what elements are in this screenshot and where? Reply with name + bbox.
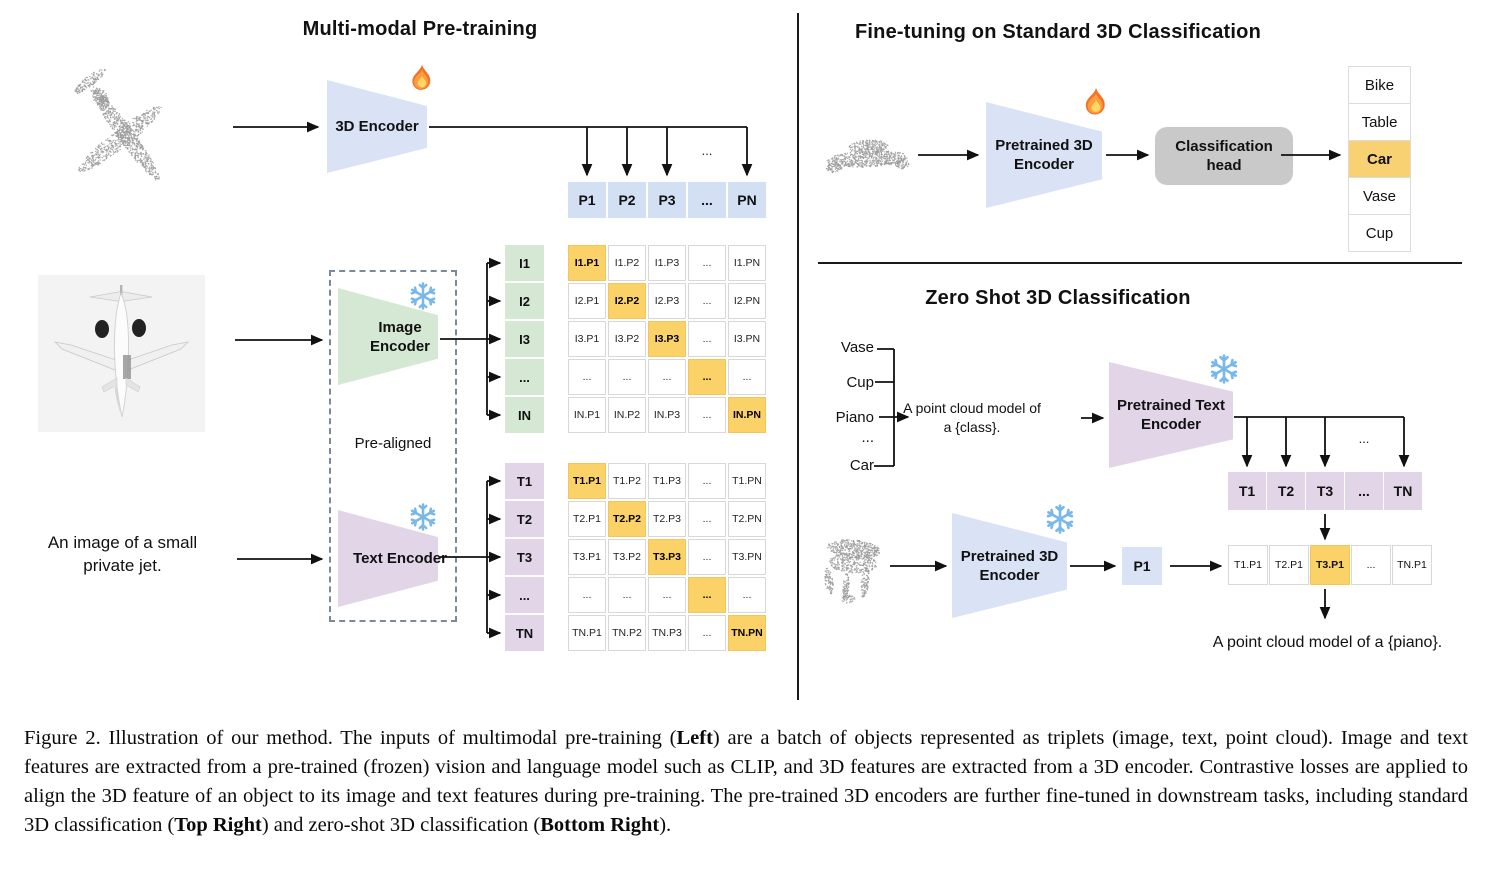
- snowflake-icon: [1044, 503, 1076, 535]
- t-cell: T1: [505, 463, 544, 499]
- sim-cell: T1.P1: [1228, 545, 1268, 585]
- matrix-cell: I3.PN: [728, 321, 766, 357]
- fire-icon: [1078, 85, 1114, 121]
- pre-aligned-label: Pre-aligned: [354, 435, 432, 452]
- class-name: Cup: [846, 374, 874, 391]
- i-cell: I1: [505, 245, 544, 281]
- result-text: A point cloud model of a {piano}.: [1212, 634, 1443, 651]
- t-cell: ...: [1345, 472, 1383, 510]
- p-cell: PN: [728, 182, 766, 218]
- matrix-cell: I2.PN: [728, 283, 766, 319]
- matrix-cell: IN.P1: [568, 397, 606, 433]
- caption-bold-bottom-right: Bottom Right: [540, 814, 660, 836]
- matrix-cell: I1.P3: [648, 245, 686, 281]
- zs-pretrained-3d-encoder-label: Pretrained 3D Encoder: [960, 547, 1059, 584]
- matrix-cell: TN.P2: [608, 615, 646, 651]
- airplane-point-cloud: [60, 55, 190, 215]
- p1-embedding-box: P1: [1122, 547, 1162, 585]
- input-caption-line2: private jet.: [83, 556, 162, 575]
- text-point-similarity-matrix: [568, 463, 766, 651]
- class-name: Vase: [840, 339, 874, 356]
- matrix-cell: T2.P3: [648, 501, 686, 537]
- ellipsis-label: ...: [701, 143, 713, 158]
- class-item: Cup: [1348, 214, 1411, 252]
- matrix-cell: T2.PN: [728, 501, 766, 537]
- p-cell: P3: [648, 182, 686, 218]
- matrix-cell: I2.P1: [568, 283, 606, 319]
- matrix-cell: T3.P2: [608, 539, 646, 575]
- matrix-cell: TN.P3: [648, 615, 686, 651]
- matrix-cell: T3.PN: [728, 539, 766, 575]
- class-item: Table: [1348, 103, 1411, 141]
- airplane-image: [38, 275, 205, 432]
- t-cell: TN: [1384, 472, 1422, 510]
- ellipsis-label: ...: [1358, 431, 1370, 446]
- matrix-cell: I1.P2: [608, 245, 646, 281]
- matrix-cell: I3.P2: [608, 321, 646, 357]
- snowflake-icon: [1208, 353, 1240, 385]
- t-cell: T1: [1228, 472, 1266, 510]
- matrix-cell: ...: [688, 283, 726, 319]
- i-cell: I2: [505, 283, 544, 319]
- image-feature-column: [505, 245, 544, 433]
- t-cell: T3: [1306, 472, 1344, 510]
- pretrained-3d-encoder-label: Pretrained 3D Encoder: [995, 137, 1093, 173]
- prompt-line2: a {class}.: [943, 419, 1001, 435]
- vertical-divider: [797, 13, 799, 700]
- matrix-cell: IN.P2: [608, 397, 646, 433]
- caption-bold-top-right: Top Right: [174, 814, 262, 836]
- t-cell: T2: [1267, 472, 1305, 510]
- matrix-cell: I1.P1: [568, 245, 606, 281]
- caption-text: ) and zero-shot 3D classification (: [261, 814, 541, 836]
- class-prediction-list: [1348, 67, 1411, 252]
- matrix-cell: I2.P2: [608, 283, 646, 319]
- class-item: Bike: [1348, 66, 1411, 104]
- pretrained-text-encoder-label: Pretrained Text Encoder: [1116, 397, 1226, 433]
- matrix-cell: TN.P1: [568, 615, 606, 651]
- matrix-cell: ...: [688, 321, 726, 357]
- matrix-cell: T3.P3: [648, 539, 686, 575]
- class-item-selected: Car: [1348, 140, 1411, 178]
- matrix-cell: ...: [608, 359, 646, 395]
- matrix-cell: T2.P2: [608, 501, 646, 537]
- 3d-encoder-label: 3D Encoder: [335, 118, 419, 135]
- left-panel-title: Multi-modal Pre-training: [302, 18, 538, 40]
- ellipsis-label: ...: [861, 429, 874, 446]
- fire-icon: [405, 62, 439, 96]
- matrix-cell: I2.P3: [648, 283, 686, 319]
- class-name: Car: [849, 457, 874, 474]
- i-cell: IN: [505, 397, 544, 433]
- matrix-cell: ...: [688, 245, 726, 281]
- matrix-cell: T3.P1: [568, 539, 606, 575]
- matrix-cell: ...: [688, 577, 726, 613]
- matrix-cell: ...: [688, 463, 726, 499]
- p-cell: P2: [608, 182, 646, 218]
- matrix-cell: T1.P3: [648, 463, 686, 499]
- snowflake-icon: [408, 281, 438, 311]
- text-embedding-row: [1228, 472, 1422, 510]
- matrix-cell: T1.P1: [568, 463, 606, 499]
- prompt-text: [893, 399, 1051, 437]
- matrix-cell: ...: [648, 359, 686, 395]
- horizontal-divider: [818, 262, 1462, 264]
- matrix-cell: ...: [568, 577, 606, 613]
- matrix-cell: T1.PN: [728, 463, 766, 499]
- image-point-similarity-matrix: [568, 245, 766, 433]
- matrix-cell: ...: [688, 359, 726, 395]
- t-cell: T2: [505, 501, 544, 537]
- sim-cell: ...: [1351, 545, 1391, 585]
- matrix-cell: ...: [608, 577, 646, 613]
- input-caption-text: [30, 531, 215, 577]
- caption-text: ) are a batch of objects represented as triplets (image, text, point cloud). Image and text features are extracted from a pre-trained (frozen) vision and language model such as CLIP, and 3D features are extracted from a 3D encoder. Contrastive losses are applied to align the 3D feature of an object to its image and text features during pre-training. The pre-trained 3D encoders are further fine-tuned in downstream tasks, including standard 3D classification (: [24, 727, 1468, 836]
- text-feature-column: [505, 463, 544, 651]
- car-point-cloud: [822, 128, 912, 180]
- zero-shot-title: Zero Shot 3D Classification: [925, 287, 1191, 309]
- matrix-cell: ...: [728, 359, 766, 395]
- matrix-cell: I3.P1: [568, 321, 606, 357]
- similarity-row: [1228, 545, 1432, 585]
- p-cell: P1: [568, 182, 606, 218]
- figure-caption: [24, 724, 1468, 840]
- matrix-cell: ...: [568, 359, 606, 395]
- text-encoder-label: Text Encoder: [353, 550, 447, 567]
- matrix-cell: T2.P1: [568, 501, 606, 537]
- matrix-cell: TN.PN: [728, 615, 766, 651]
- input-caption-line1: An image of a small: [47, 533, 198, 552]
- matrix-cell: T1.P2: [608, 463, 646, 499]
- p-feature-row: [568, 182, 766, 218]
- i-cell: ...: [505, 359, 544, 395]
- prompt-line1: A point cloud model of: [903, 400, 1041, 416]
- fine-tuning-title: Fine-tuning on Standard 3D Classification: [854, 21, 1261, 43]
- p-cell: ...: [688, 182, 726, 218]
- sim-cell: T2.P1: [1269, 545, 1309, 585]
- i-cell: I3: [505, 321, 544, 357]
- matrix-cell: ...: [688, 501, 726, 537]
- classification-head-box: Classification head: [1155, 127, 1293, 185]
- matrix-cell: ...: [728, 577, 766, 613]
- caption-bold-left: Left: [676, 727, 713, 749]
- t-cell: T3: [505, 539, 544, 575]
- matrix-cell: ...: [688, 615, 726, 651]
- matrix-cell: I3.P3: [648, 321, 686, 357]
- piano-point-cloud: [818, 533, 888, 605]
- class-name: Piano: [835, 409, 874, 426]
- snowflake-icon: [408, 502, 438, 532]
- matrix-cell: ...: [648, 577, 686, 613]
- caption-text: ).: [659, 814, 672, 836]
- matrix-cell: I1.PN: [728, 245, 766, 281]
- matrix-cell: IN.P3: [648, 397, 686, 433]
- class-item: Vase: [1348, 177, 1411, 215]
- sim-cell-selected: T3.P1: [1310, 545, 1350, 585]
- matrix-cell: IN.PN: [728, 397, 766, 433]
- sim-cell: TN.P1: [1392, 545, 1432, 585]
- matrix-cell: ...: [688, 397, 726, 433]
- t-cell: TN: [505, 615, 544, 651]
- matrix-cell: ...: [688, 539, 726, 575]
- image-encoder-label: Image Encoder: [369, 318, 430, 355]
- t-cell: ...: [505, 577, 544, 613]
- caption-text: Figure 2. Illustration of our method. The inputs of multimodal pre-training (: [24, 727, 677, 749]
